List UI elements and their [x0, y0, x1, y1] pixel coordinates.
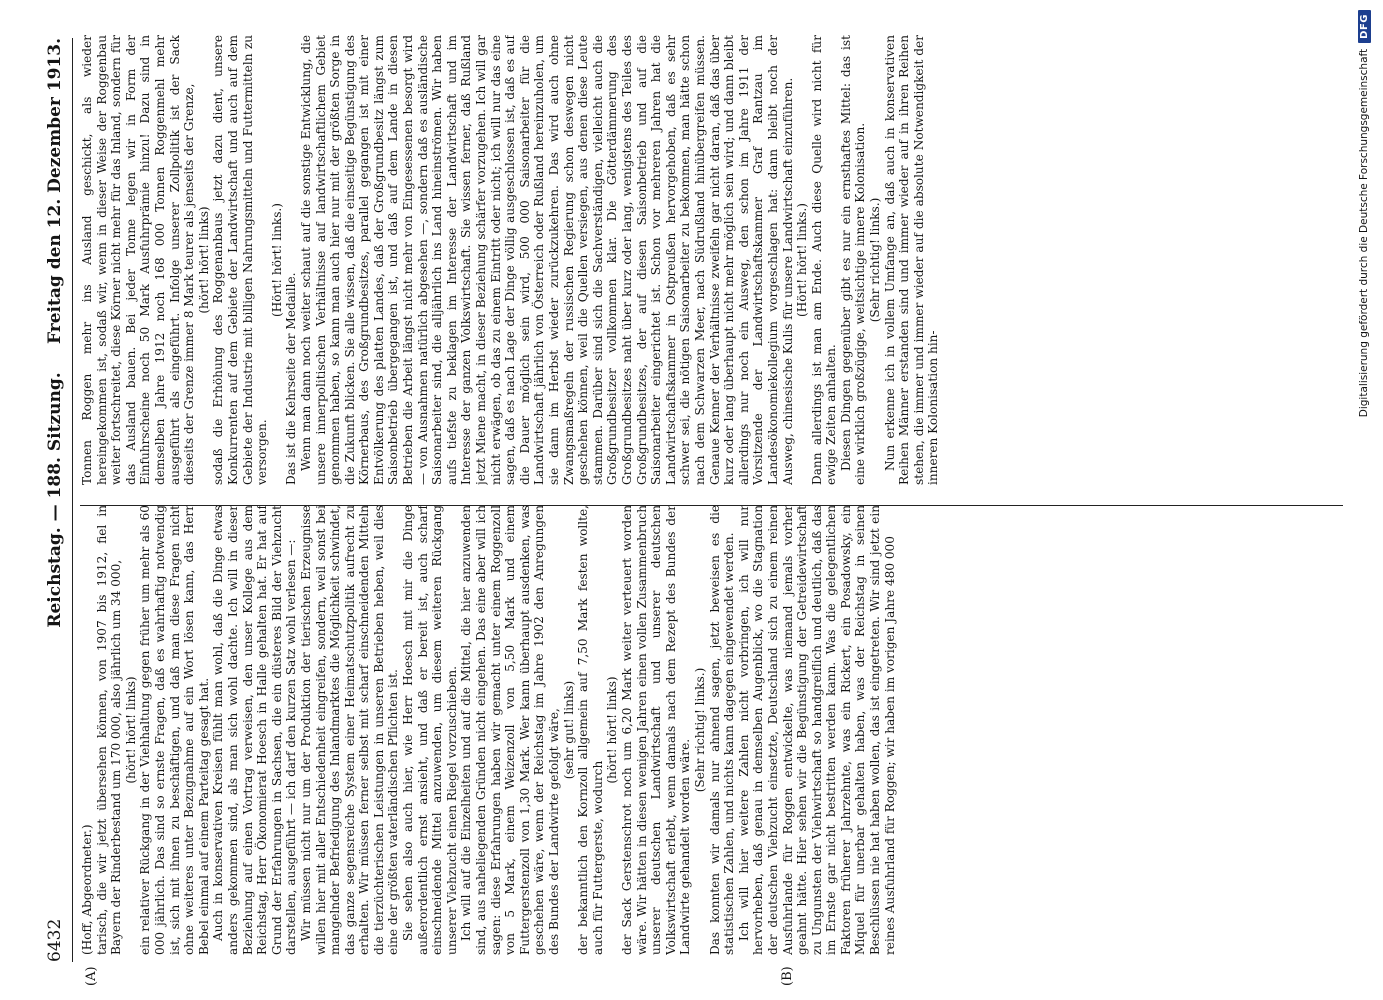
interjection: (Sehr richtig! links.)	[868, 197, 883, 323]
session-date: Freitag den 12. Dezember 1913.	[45, 38, 65, 344]
right-text-column	[80, 35, 1333, 485]
session-title: Reichstag. — 188. Sitzung.	[45, 372, 65, 628]
paragraph: der Sack Gerstenschrot noch um 6,20 Mark weiter verteuert worden wäre. Wir hätten in diesen wenigen Jahren einen vollen Zusammenbruch unserer deutschen Landwirtschaft und unserer deutschen Volkswirtschaft erlebt, wenn damals nach dem Rezept des Bundes der Landwirte gehandelt worden wäre.	[619, 505, 693, 955]
paragraph: der bekanntlich den Kornzoll allgemein auf 7,50 Mark festen wollte, auch für Futtergerste, wodurch	[576, 505, 605, 955]
dfg-logo: DFG	[1358, 10, 1371, 43]
paragraph: (Hoff, Abgeordneter.)	[80, 824, 94, 955]
column-divider	[80, 505, 1343, 506]
margin-mark-a: (A)	[84, 966, 99, 986]
interjection: (sehr gut! links)	[561, 680, 576, 780]
paragraph: Sie sehen also auch hier, wie Herr Hoesch mit mir die Dinge außerordentlich ernst ansieht, und daß er bereit ist, auch scharf einschneidende Mittel anzuwenden, um diesem weiteren Rückgang unserer Viehzucht einen Riegel vorzuschieben.	[401, 505, 459, 955]
paragraph: sodaß die Erhöhung des Roggenanbaus jetzt dazu dient, unsere Konkurrenten auf dem Gebiete der Landwirtschaft und auch auf dem Gebiete der Industrie mit billigen Nahrungsmitteln und Futtermitteln zu versorgen.	[211, 35, 270, 485]
paragraph: Ich will auf die Einzelheiten und auf die Mittel, die hier anzuwenden sind, aus naheliegenden Gründen nicht eingehen. Das eine aber will ich sagen: diese Erfahrungen haben wir gemacht unter einem Roggenzoll von 5 Mark, einem Weizenzoll von 5,50 Mark und einem Futtergerstenzoll von 1,30 Mark. Wer kann überhaupt ausdenken, was geschehen wäre, wenn der Reichstag im Jahre 1902 den Anregungen des Bundes der Landwirte gefolgt wäre,	[459, 505, 561, 955]
left-text-column	[80, 505, 1333, 955]
header-divider	[72, 38, 73, 962]
digitization-footer	[1352, 10, 1376, 990]
paragraph: Wir müssen nicht nur um der Produktion der tierischen Erzeugnisse willen hier mit aller Entschiedenheit eingreifen, sondern, weil sonst bei mangelnder Befriedigung des Inlandmarktes die Möglichkeit schwindet, das ganze segensreiche System einer Heimatschutzpolitik aufrecht zu erhalten. Wir müssen ferner selbst mit scharf einschneidenden Mitteln die tierzüchterischen Leistungen in unseren Betrieben heben, weil dies eine der größten vaterländischen Pflichten ist.	[298, 505, 401, 955]
paragraph: Ich will hier weitere Zahlen nicht vorbringen, ich will nur hervorheben, daß genau in demselben Augenblick, wo die Stagnation der deutschen Viehzucht einsetzte, Deutschland sich zu einem reinen Ausfuhrlande für Roggen entwickelte, was niemand jemals vorher geahnt hätte. Hier sehen wir die Begünstigung der Getreidewirtschaft zu Ungunsten der Viehwirtschaft so handgreiflich und deutlich, daß das im Ernste gar nicht bestritten werden kann. Was die gelegentlichen Faktoren früherer Jahrzehnte, was ein Rickert, ein Posadowsky, ein Miquel für unerbar gehalten haben, was der Reichstag in seinen Beschlüssen nie hat haben wollen, das ist eingetreten. Wir sind jetzt ein reines Ausfuhrland für Roggen; wir haben im vorigen Jahre 480 000	[736, 505, 897, 955]
paragraph: Diesen Dingen gegenüber gibt es nur ein ernsthaftes Mittel: das ist eine wirklich großzügige, weitsichtige innere Kolonisation.	[838, 35, 868, 485]
margin-mark-b: (B)	[780, 966, 795, 986]
paragraph: ein relativer Rückgang in der Viehhaltung gegen früher um mehr als 60 000 jährlich. Das sind so ernste Fragen, daß es wahrhaftig notwendig ist, sich mit ihnen zu beschäftigen, und daß man diese Fragen nicht ohne weiteres unter Bezugnahme auf ein Wort lösen kann, das Herr Bebel einmal auf einem Parteitag gesagt hat.	[138, 505, 211, 955]
paragraph: Nun erkenne ich in vollem Umfange an, daß auch in konservativen Reihen Männer erstanden sind und immer wieder auf in ihren Reihen stehen, die immer und immer wieder auf die absolute Notwendigkeit der inneren Kolonisation hin-	[882, 35, 941, 485]
paragraph: Das konnten wir damals nur ahnend sagen, jetzt beweisen es die statistischen Zahlen, und nichts kann dagegen eingewendet werden.	[707, 505, 737, 955]
paragraph: Dann allerdings ist man am Ende. Auch diese Quelle wird nicht für ewige Zeiten anhalten.	[809, 35, 839, 485]
paragraph: Wenn man dann noch weiter schaut auf die sonstige Entwicklung, die unsere innerpolitischen Verhältnisse auf landwirtschaftlichem Gebiet genommen haben, so kann man auch hier nur mit der größten Sorge in die Zukunft blicken. Sie alle wissen, daß die einseitige Begünstigung des Körnerbaus, des Großgrundbesitzes, parallel gegangen ist mit einer Entvölkerung des platten Landes, daß der Großgrundbesitz längst zum Saisonbetrieb übergegangen ist, und daß auf dem Lande in diesen Betrieben die Arbeit längst nicht mehr von Eingesessenen besorgt wird — von Ausnahmen natürlich abgesehen —, sondern daß es ausländische Saisonarbeiter sind, die alljährlich ins Land hineinströmen. Wir haben aufs tiefste zu beklagen im Interesse der Landwirtschaft und im Interesse der ganzen Volkswirtschaft. Sie wissen ferner, daß Rußland jetzt Miene macht, in dieser Beziehung schärfer vorzugehen. Ich will gar nicht erwägen, ob das zu einem Eintritt oder nicht; ich will nur das eine sagen, daß es nach Lage der Dinge völlig ausgeschlossen ist, daß es auf die Dauer möglich sein wird, 500 000 Saisonarbeiter für die Landwirtschaft jährlich von Österreich oder Rußland hereinzuholen, um sie dann im Herbst wieder zurückzukehren. Das wird auch ohne Zwangsmaßregeln der russischen Regierung schon deswegen nicht geschehen können, weil die Quellen versiegen, aus denen diese Leute stammen. Darüber sind sich die Sachverständigen, vielleicht auch die Großgrundbesitzer vollkommen klar. Die Götterdämmerung des Großgrundbesitzes naht über kurz oder lang, wenigstens des Teiles des Großgrundbesitzes, der auf diesen Saisonbetrieb und auf die Saisonarbeiter eingerichtet ist. Schon vor mehreren Jahren hat die Landwirtschaftskammer in Ostpreußen hervorgehoben, daß es sehr schwer sei, die nötigen Saisonarbeiter zu bekommen, man hätte schon nach dem Schwarzen Meer, nach Südrußland hinübergreifen müssen. Genaue Kenner der Verhältnisse zweifeln gar nicht daran, daß das über kurz oder lang überhaupt nicht mehr möglich sein wird; und dann bleibt allerdings nur noch ein Ausweg, den schon im Jahre 1911 der Vorsitzende der Landwirtschaftskammer Graf Rantzau im Landesökonomiekollegium vorgeschlagen hat: dann bleibt noch der Ausweg, chinesische Kulis für unsere Landwirtschaft einzuführen.	[298, 35, 795, 485]
paragraph: tarisch, die wir jetzt übersehen können, von 1907 bis 1912, fiel in Bayern der Rinderbestand um 170 000, also jährlich um 34 000,	[94, 505, 124, 955]
interjection: (hört! hört! links)	[196, 206, 211, 314]
digitization-credit: Digitalisierung gefördert durch die Deutsche Forschungsgemeinschaft	[1358, 48, 1370, 418]
paragraph: Auch in konservativen Kreisen fühlt man wohl, daß die Dinge etwas anders gekommen sind, als man sich wohl dachte. Ich will in dieser Beziehung auf einen Vortrag verweisen, den unser Kollege aus dem Reichstag, Herr Ökonomierat Hoesch in Halle gehalten hat. Er hat auf Grund der Erfahrungen in Sachsen, die ein düsteres Bild der Viehzucht darstellen, ausgeführt — ich darf den kurzen Satz wohl verlesen —:	[211, 505, 299, 955]
interjection: (hört! hört! links)	[605, 676, 620, 784]
paragraph: Tonnen Roggen mehr ins Ausland geschickt, als wieder hereingekommen ist, sodaß wir, wenn in dieser Weise der Roggenbau weiter fortschreitet, diese Körner nicht mehr für das Inland, sondern für das Ausland bauen. Bei jeder Tonne legen wir in Form der Einfuhrscheine noch 50 Mark Ausfuhrprämie hinzu! Dazu sind in demselben Jahre 1912 noch 168 000 Tonnen Roggenmehl mehr ausgeführt als eingeführt. Infolge unserer Zollpolitik ist der Sack dieseits der Grenze immer 8 Mark teurer als jenseits der Grenze,	[80, 35, 197, 485]
interjection: (hört! hört! links)	[123, 676, 138, 784]
paragraph: Das ist die Kehrseite der Medaille.	[284, 272, 299, 485]
page-number: 6432	[45, 918, 65, 962]
page-header	[45, 38, 69, 962]
interjection: (Sehr richtig! links.)	[692, 667, 707, 793]
interjection: (Hört! hört! links.)	[795, 203, 810, 317]
interjection: (Hört! hört! links.)	[269, 203, 284, 317]
